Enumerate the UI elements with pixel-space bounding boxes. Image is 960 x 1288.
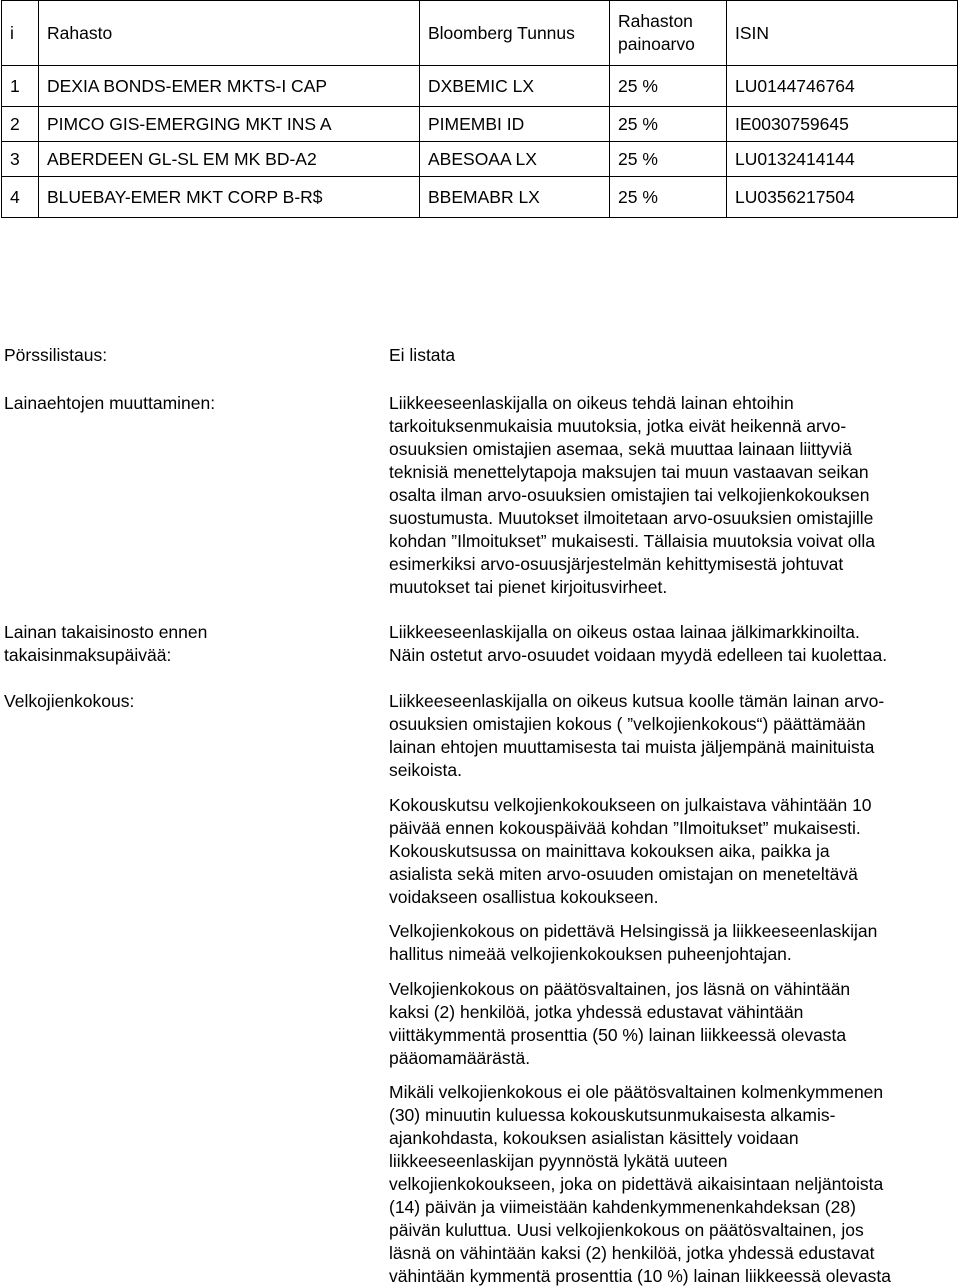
header-isin: ISIN: [727, 1, 958, 66]
fund-basket-table: [1, 0, 958, 218]
text-line: Kokouskutsu velkojienkokoukseen on julkaistava vähintään 10: [389, 795, 872, 815]
text-line: Liikkeeseenlaskijalla on oikeus kutsua koolle tämän lainan arvo-: [389, 691, 885, 711]
row-index: 1: [2, 66, 39, 107]
text-line: Velkojienkokous on pidettävä Helsingissä ja liikkeeseenlaskijan: [389, 921, 878, 941]
buyback-text: [389, 621, 959, 667]
meeting-paragraph-1: [389, 690, 959, 782]
header-fund: Rahasto: [39, 1, 420, 66]
text-line: (14) päivän ja viimeistään kahdenkymmenenkahdeksan (28): [389, 1197, 856, 1217]
fund-name: ABERDEEN GL-SL EM MK BD-A2: [39, 142, 420, 177]
buyback-label-line1: Lainan takaisinosto ennen: [4, 622, 208, 642]
fund-weight: 25 %: [610, 66, 727, 107]
row-index: 3: [2, 142, 39, 177]
fund-weight: 25 %: [610, 107, 727, 142]
header-i: i: [2, 1, 39, 66]
text-line: voidakseen osallistua kokoukseen.: [389, 887, 659, 907]
text-line: lainan ehtojen muuttamisesta tai muista jäljempänä mainituista: [389, 737, 875, 757]
text-line: Näin ostetut arvo-osuudet voidaan myydä edelleen tai kuolettaa.: [389, 645, 888, 665]
text-line: seikoista.: [389, 760, 462, 780]
fund-name: BLUEBAY-EMER MKT CORP B-R$: [39, 177, 420, 218]
bloomberg-ticker: ABESOAA LX: [420, 142, 610, 177]
meeting-label: Velkojienkokous:: [4, 691, 135, 711]
isin-code: LU0132414144: [727, 142, 958, 177]
text-line: esimerkiksi arvo-osuusjärjestelmän kehittymisestä johtuvat: [389, 554, 844, 574]
amendment-text: [389, 392, 959, 599]
header-bloomberg: Bloomberg Tunnus: [420, 1, 610, 66]
text-line: kohdan ”Ilmoitukset” mukaisesti. Tällaisia muutoksia voivat olla: [389, 531, 875, 551]
text-line: osuuksien omistajien asemaa, sekä muuttaa lainaan liittyviä: [389, 439, 853, 459]
text-line: Mikäli velkojienkokous ei ole päätösvaltainen kolmenkymmenen: [389, 1082, 884, 1102]
text-line: viittäkymmentä prosenttia (50 %) lainan liikkeessä olevasta: [389, 1025, 847, 1045]
row-index: 4: [2, 177, 39, 218]
row-index: 2: [2, 107, 39, 142]
isin-code: IE0030759645: [727, 107, 958, 142]
text-line: päivän kuluttua. Uusi velkojienkokous on päätösvaltainen, jos: [389, 1220, 864, 1240]
text-line: Kokouskutsussa on mainittava kokouksen aika, paikka ja: [389, 841, 830, 861]
amendment-label: Lainaehtojen muuttaminen:: [4, 393, 216, 413]
meeting-paragraph-5: [389, 1081, 959, 1288]
text-line: muutokset tai pienet kirjoitusvirheet.: [389, 577, 668, 597]
isin-code: LU0144746764: [727, 66, 958, 107]
table-header-row: [2, 1, 958, 66]
text-line: teknisiä menettelytapoja maksujen tai muun vastaavan seikan: [389, 462, 869, 482]
buyback-label: [4, 621, 207, 667]
text-line: hallitus nimeää velkojienkokouksen puheenjohtajan.: [389, 944, 792, 964]
text-line: liikkeeseenlaskijan pyynnöstä lykätä uuteen: [389, 1151, 728, 1171]
text-line: osalta ilman arvo-osuuksien omistajien tai velkojienkokouksen: [389, 485, 870, 505]
text-line: päivää ennen kokouspäivää kohdan ”Ilmoitukset” mukaisesti.: [389, 818, 861, 838]
header-weight-line2: painoarvo: [618, 34, 695, 54]
text-line: pääomamäärästä.: [389, 1048, 531, 1068]
bloomberg-ticker: DXBEMIC LX: [420, 66, 610, 107]
text-line: osuuksien omistajien kokous ( ”velkojienkokous“) päättämään: [389, 714, 866, 734]
text-line: asialista sekä miten arvo-osuuden omistajan on meneteltävä: [389, 864, 858, 884]
fund-name: PIMCO GIS-EMERGING MKT INS A: [39, 107, 420, 142]
text-line: tarkoituksenmukaisia muutoksia, jotka eivät heikennä arvo-: [389, 416, 847, 436]
fund-weight: 25 %: [610, 142, 727, 177]
text-line: kaksi (2) henkilöä, jotka yhdessä edustavat vähintään: [389, 1002, 804, 1022]
bloomberg-ticker: BBEMABR LX: [420, 177, 610, 218]
header-weight: [610, 1, 727, 66]
header-weight-line1: Rahaston: [618, 11, 693, 31]
listing-label: Pörssilistaus:: [4, 345, 108, 365]
text-line: vähintään kymmentä prosenttia (10 %) lainan liikkeessä olevasta: [389, 1266, 891, 1286]
text-line: Liikkeeseenlaskijalla on oikeus tehdä lainan ehtoihin: [389, 393, 794, 413]
table-row: [2, 66, 958, 107]
fund-weight: 25 %: [610, 177, 727, 218]
meeting-paragraph-4: [389, 978, 959, 1070]
isin-code: LU0356217504: [727, 177, 958, 218]
text-line: läsnä on vähintään kaksi (2) henkilöä, jotka yhdessä edustavat: [389, 1243, 875, 1263]
table-row: [2, 177, 958, 218]
text-line: ajankohdasta, kokouksen asialistan käsittely voidaan: [389, 1128, 799, 1148]
table-row: [2, 107, 958, 142]
meeting-paragraph-3: [389, 920, 959, 966]
bloomberg-ticker: PIMEMBI ID: [420, 107, 610, 142]
text-line: (30) minuutin kuluessa kokouskutsunmukaisesta alkamis-: [389, 1105, 836, 1125]
listing-value: Ei listata: [389, 345, 456, 365]
buyback-label-line2: takaisinmaksupäivää:: [4, 645, 172, 665]
text-line: velkojienkokoukseen, joka on pidettävä aikaisintaan neljäntoista: [389, 1174, 884, 1194]
text-line: Velkojienkokous on päätösvaltainen, jos läsnä on vähintään: [389, 979, 851, 999]
text-line: Liikkeeseenlaskijalla on oikeus ostaa lainaa jälkimarkkinoilta.: [389, 622, 860, 642]
table-row: [2, 142, 958, 177]
text-line: suostumusta. Muutokset ilmoitetaan arvo-osuuksien omistajille: [389, 508, 874, 528]
meeting-paragraph-2: [389, 794, 959, 909]
fund-name: DEXIA BONDS-EMER MKTS-I CAP: [39, 66, 420, 107]
